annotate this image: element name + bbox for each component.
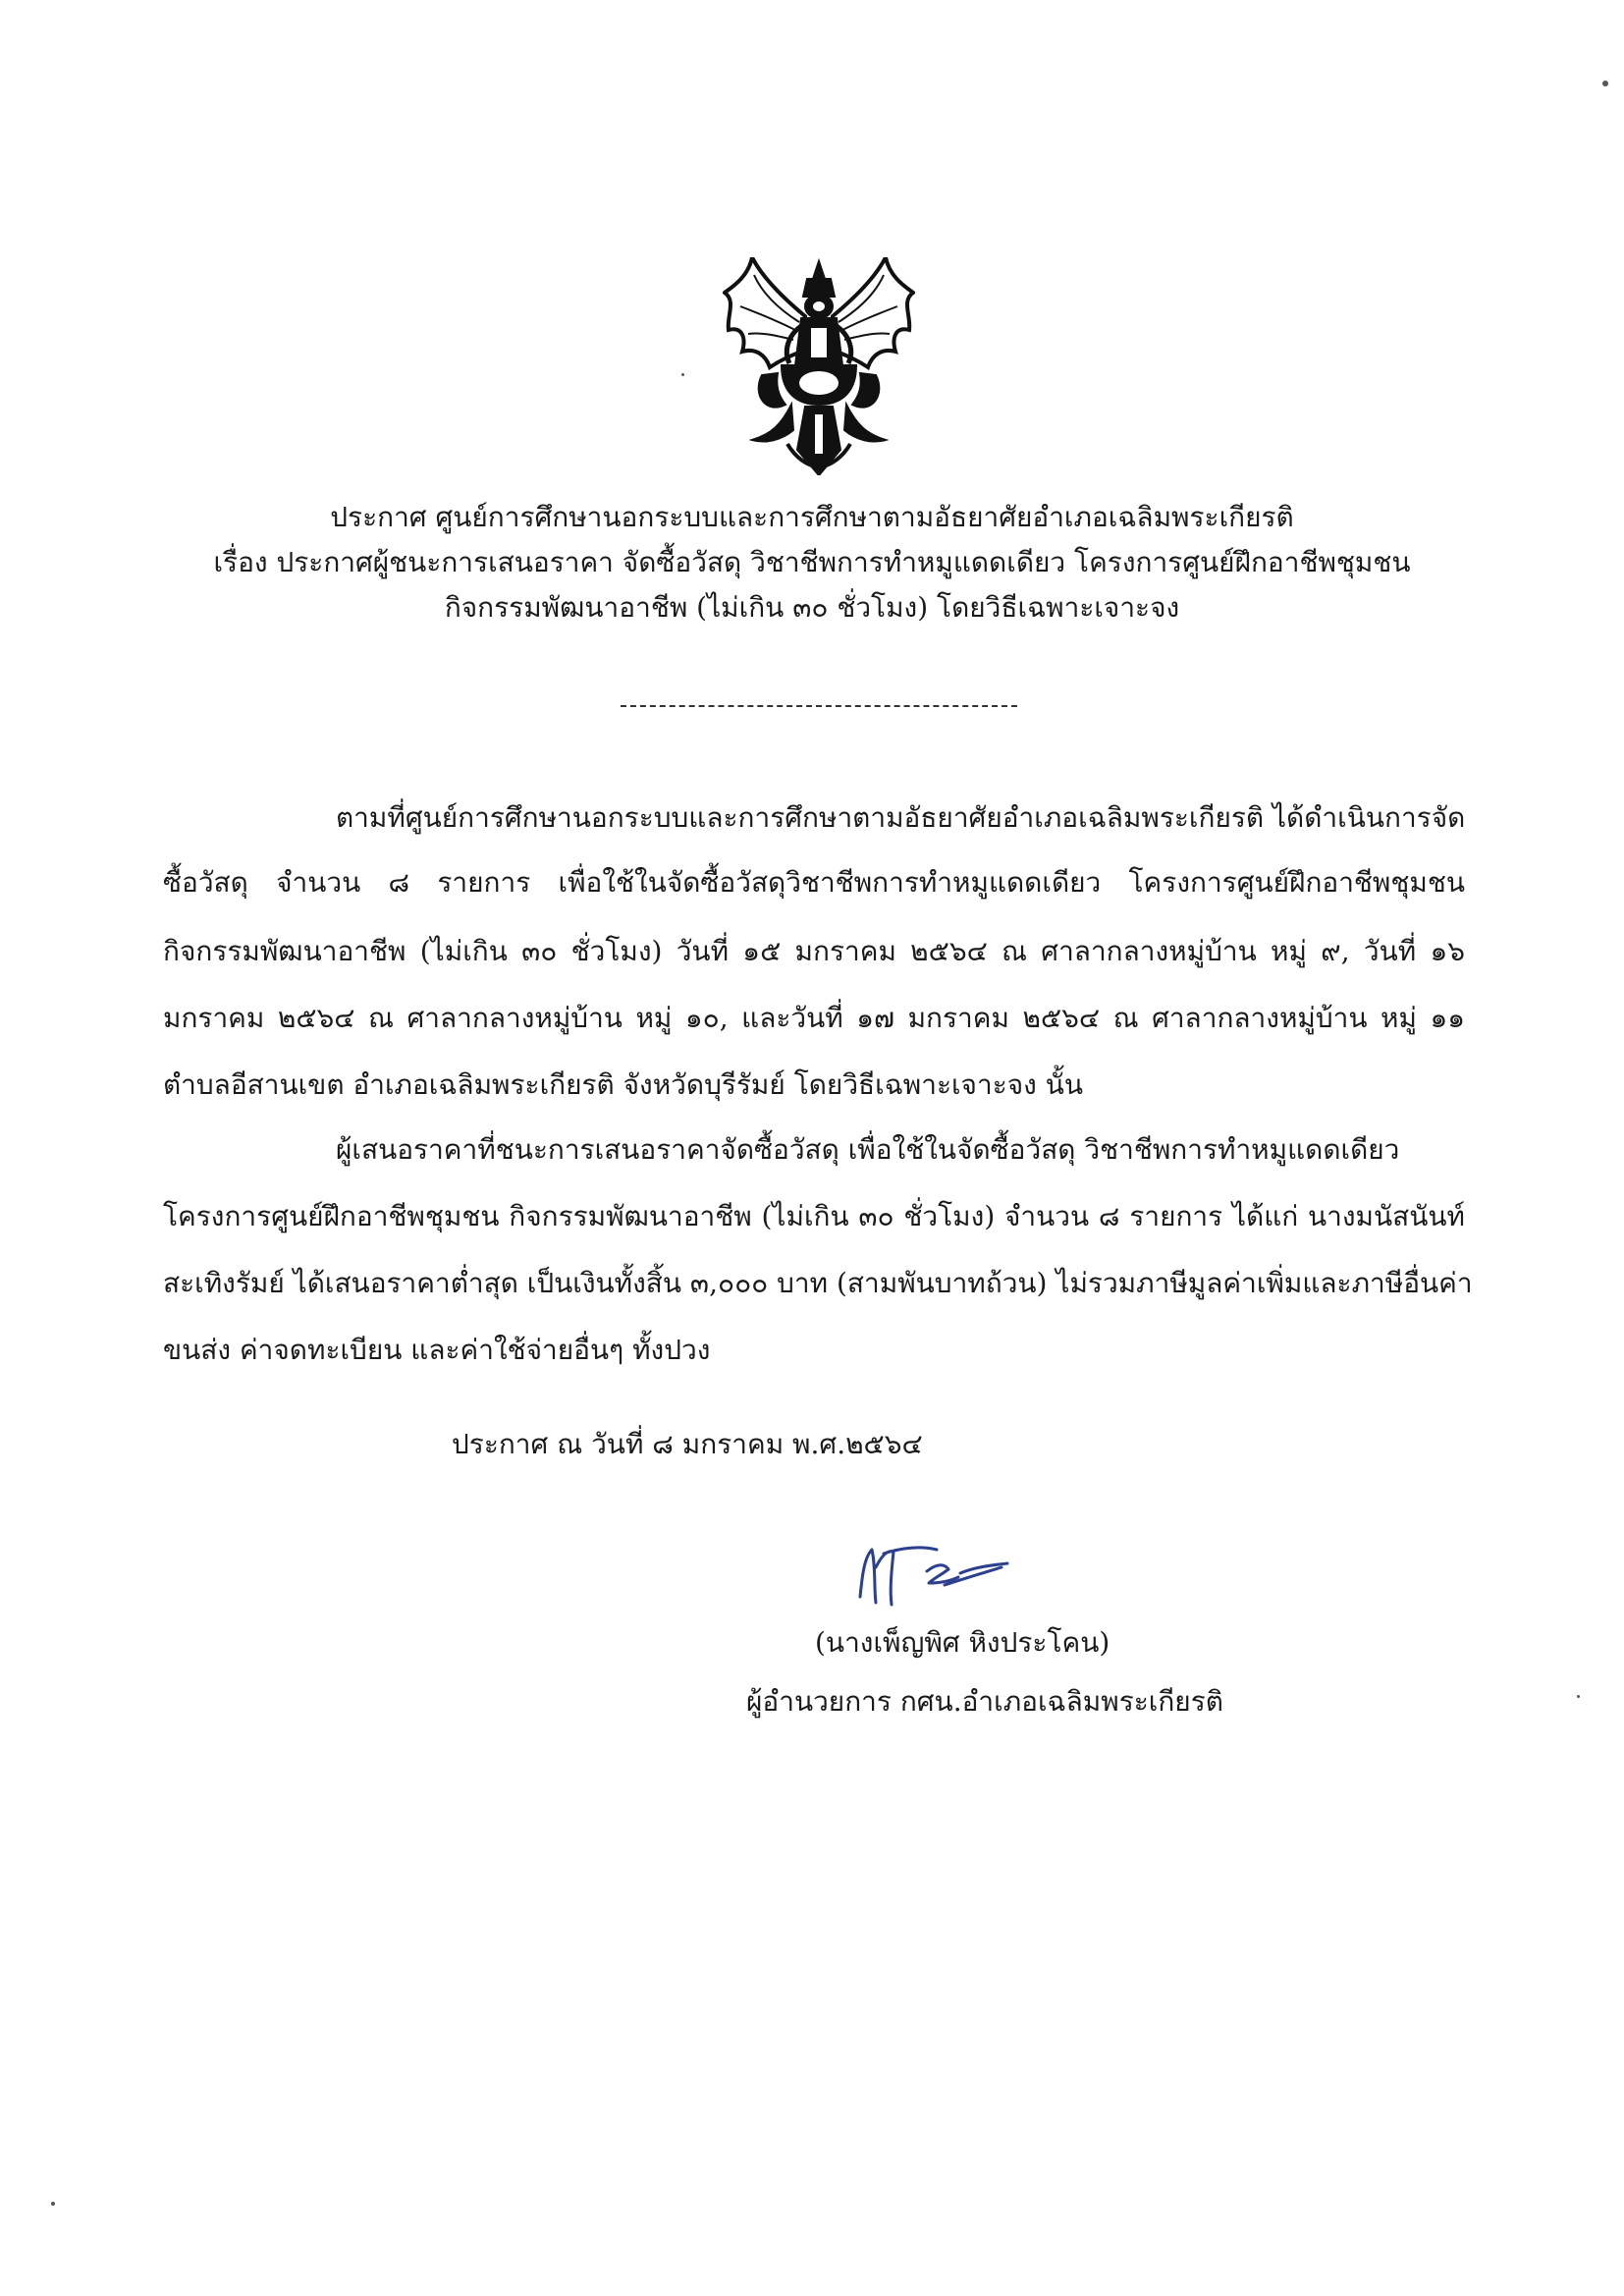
signatory-name: (นางเพ็ญพิศ หิงประโคน) (815, 1626, 1110, 1659)
scan-speck (1577, 1695, 1580, 1698)
announcement-subject-cont: กิจกรรมพัฒนาอาชีพ (ไม่เกิน ๓๐ ชั่วโมง) โดยวิธีเฉพาะเจาะจง (444, 591, 1180, 624)
body-line: ผู้เสนอราคาที่ชนะการเสนอราคาจัดซื้อวัสดุ เพื่อใช้ในจัดซื้อวัสดุ วิชาชีพการทำหมูแดดเดียว (336, 1133, 1400, 1166)
header-divider (621, 705, 1017, 707)
body-line: โครงการศูนย์ฝึกอาชีพชุมชน กิจกรรมพัฒนาอาชีพ (ไม่เกิน ๓๐ ชั่วโมง) จำนวน ๘ รายการ ได้แก่ นางมนัสนันท์ (163, 1200, 1465, 1232)
signatory-position: ผู้อำนวยการ กศน.อำเภอเฉลิมพระเกียรติ (746, 1685, 1223, 1718)
body-line: ตำบลอีสานเขต อำเภอเฉลิมพระเกียรติ จังหวัดบุรีรัมย์ โดยวิธีเฉพาะเจาะจง นั้น (163, 1068, 1083, 1101)
signature-icon (842, 1528, 1019, 1616)
announcement-date: ประกาศ ณ วันที่ ๘ มกราคม พ.ศ.๒๕๖๔ (452, 1428, 923, 1460)
scan-speck (51, 2202, 55, 2206)
body-line: กิจกรรมพัฒนาอาชีพ (ไม่เกิน ๓๐ ชั่วโมง) วันที่ ๑๕ มกราคม ๒๕๖๔ ณ ศาลากลางหมู่บ้าน หมู่ ๙, วันที่ ๑๖ (163, 935, 1465, 967)
body-line: ขนส่ง ค่าจดทะเบียน และค่าใช้จ่ายอื่นๆ ทั้งปวง (163, 1334, 711, 1366)
announcement-subject: เรื่อง ประกาศผู้ชนะการเสนอราคา จัดซื้อวัสดุ วิชาชีพการทำหมูแดดเดียว โครงการศูนย์ฝึกอาชีพชุมชน (213, 546, 1411, 578)
scan-speck (681, 373, 684, 376)
scan-speck (1602, 81, 1608, 86)
body-line: มกราคม ๒๕๖๔ ณ ศาลากลางหมู่บ้าน หมู่ ๑๐, และวันที่ ๑๗ มกราคม ๒๕๖๔ ณ ศาลากลางหมู่บ้าน หมู่ ๑๑ (163, 1002, 1465, 1034)
announcement-title: ประกาศ ศูนย์การศึกษานอกระบบและการศึกษาตามอัธยาศัยอำเภอเฉลิมพระเกียรติ (330, 501, 1294, 533)
body-line: สะเทิงรัมย์ ได้เสนอราคาต่ำสุด เป็นเงินทั้งสิ้น ๓,๐๐๐ บาท (สามพันบาทถ้วน) ไม่รวมภาษีมูลค่าเพิ่มและภาษีอื่นค่า (163, 1267, 1473, 1299)
garuda-emblem-icon (723, 257, 915, 475)
body-line: ตามที่ศูนย์การศึกษานอกระบบและการศึกษาตามอัธยาศัยอำเภอเฉลิมพระเกียรติ ได้ดำเนินการจัด (336, 801, 1466, 834)
body-line: ซื้อวัสดุ จำนวน ๘ รายการ เพื่อใช้ในจัดซื้อวัสดุวิชาชีพการทำหมูแดดเดียว โครงการศูนย์ฝึกอาชีพชุมชน (163, 866, 1465, 899)
